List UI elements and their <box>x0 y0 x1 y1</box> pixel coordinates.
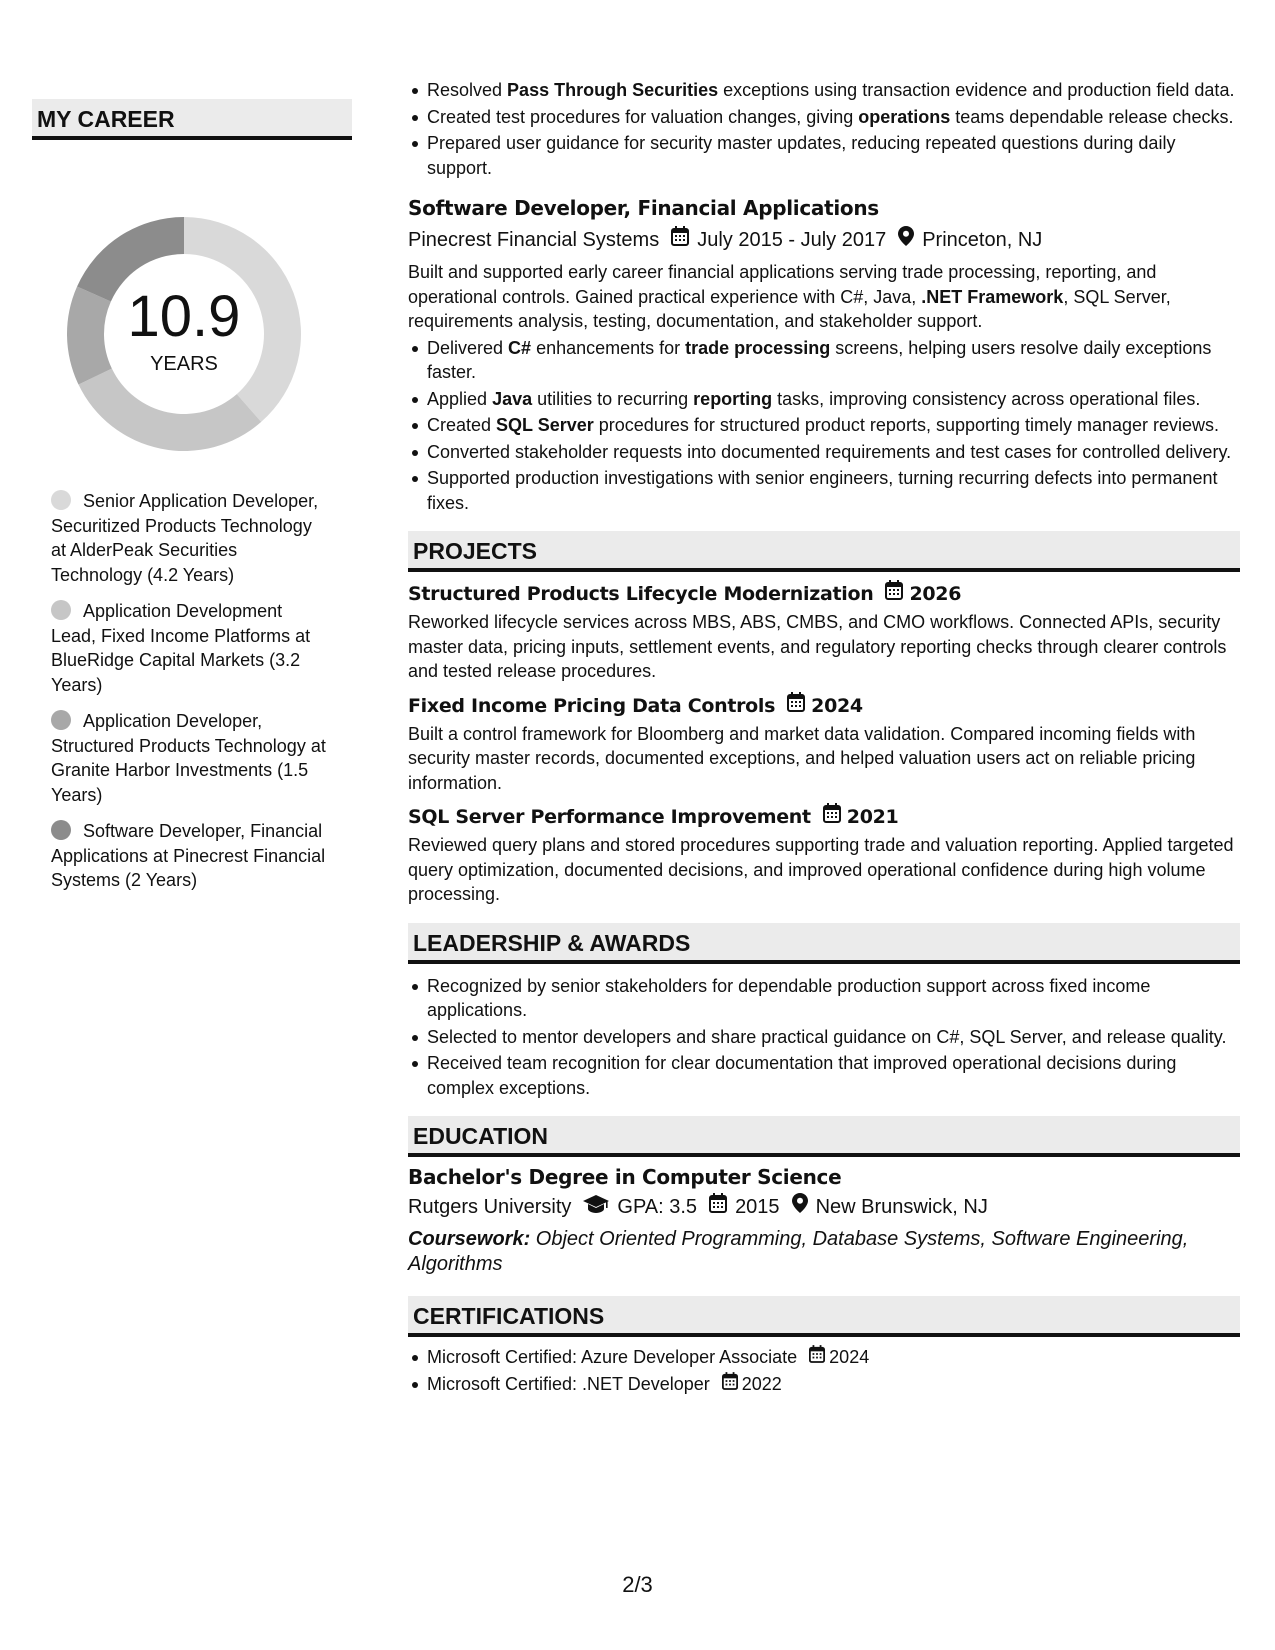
job-bullets <box>408 336 1240 516</box>
project-title-row <box>408 580 1240 608</box>
text: procedures for structured product reports, supporting timely manager reviews. <box>593 415 1220 435</box>
project-title: Structured Products Lifecycle Modernization <box>408 583 874 605</box>
project-title: Fixed Income Pricing Data Controls <box>408 694 776 717</box>
cert-year: 2024 <box>829 1347 870 1367</box>
calendar-icon <box>787 692 805 720</box>
text: Applied <box>427 388 493 409</box>
certifications-list <box>408 1345 1240 1396</box>
projects-section <box>408 531 1240 907</box>
text: tasks, improving consistency across operational files. <box>772 388 1201 409</box>
text: enhancements for <box>531 337 686 358</box>
project-description: Built a control framework for Bloomberg and market data validation. Compared incoming fields with security master records, documented exceptions, and helped valuation users act on reliable pricing information. <box>408 723 1196 793</box>
calendar-icon <box>885 580 903 608</box>
cert-year: 2022 <box>741 1373 782 1394</box>
career-donut-chart <box>67 217 301 451</box>
text: exceptions using transaction evidence and production field data. <box>718 80 1235 100</box>
project-year: 2024 <box>811 694 863 717</box>
calendar-icon <box>722 1372 738 1397</box>
school-location: New Brunswick, NJ <box>815 1196 988 1218</box>
graduation-cap-icon <box>583 1193 609 1221</box>
school-name: Rutgers University <box>408 1196 572 1218</box>
project-title-row <box>408 692 1240 720</box>
list-item <box>427 413 1240 438</box>
text: teams dependable release checks. <box>950 106 1234 127</box>
map-pin-icon <box>792 1193 808 1221</box>
degree-title: Bachelor's Degree in Computer Science <box>408 1165 842 1189</box>
page-number: 2/3 <box>622 1572 653 1597</box>
career-legend <box>51 489 352 893</box>
donut-segment-2 <box>78 369 261 451</box>
legend-label: Application Developer, Structured Products Technology at Granite Harbor Investments (1.5 Years) <box>51 711 326 805</box>
education-meta <box>408 1193 1240 1221</box>
list-item <box>427 1345 1240 1370</box>
project-title: SQL Server Performance Improvement <box>408 806 811 828</box>
bold-text: reporting <box>693 388 773 409</box>
map-pin-icon <box>898 226 914 254</box>
job-dates: July 2015 - July 2017 <box>697 229 887 251</box>
legend-item <box>51 489 326 587</box>
career-heading: MY CAREER <box>32 99 352 140</box>
project-description: Reworked lifecycle services across MBS, ABS, CMBS, and CMO workflows. Connected APIs, security master data, pricing inputs, settlement events, and regulatory reporting checks through clearer controls and tested release procedures. <box>408 612 1227 681</box>
list-item: Selected to mentor developers and share practical guidance on C#, SQL Server, and release quality. <box>427 1025 1240 1050</box>
bold-text: operations <box>858 106 951 127</box>
cert-line <box>427 1345 1240 1370</box>
legend-dot <box>51 710 71 730</box>
project-title-row <box>408 803 1240 831</box>
job-summary <box>408 260 1240 334</box>
text: Built and supported early career financial applications serving trade processing, reporting, and operational controls. Gained practical experience with C#, Java, <box>408 262 1157 307</box>
list-item <box>427 440 1240 465</box>
list-item <box>427 336 1240 385</box>
text: Prepared user guidance for security master updates, reducing repeated questions during daily support. <box>427 133 1176 178</box>
calendar-icon <box>709 1193 727 1221</box>
calendar-icon <box>671 226 689 254</box>
cert-line <box>427 1372 1240 1397</box>
career-sidebar <box>32 99 352 905</box>
cert-name: Microsoft Certified: .NET Developer <box>427 1373 710 1394</box>
education-heading: EDUCATION <box>408 1116 1240 1157</box>
job-company: Pinecrest Financial Systems <box>408 229 660 251</box>
calendar-icon <box>823 803 841 831</box>
list-item: Recognized by senior stakeholders for dependable production support across fixed income applications. <box>427 974 1240 1023</box>
legend-label: Software Developer, Financial Applications at Pinecrest Financial Systems (2 Years) <box>51 821 326 890</box>
career-total-years: 10.9 <box>127 284 241 349</box>
career-years-label: YEARS <box>150 353 218 375</box>
text: Resolved <box>427 80 508 100</box>
coursework-label: Coursework: <box>408 1228 531 1250</box>
legend-item <box>51 599 326 697</box>
list-item <box>427 1372 1240 1397</box>
text: Converted stakeholder requests into documented requirements and test cases for controlled delivery. <box>427 441 1232 462</box>
coursework <box>408 1227 1240 1276</box>
leadership-list <box>408 974 1240 1101</box>
text: , SQL Server, requirements analysis, testing, documentation, and stakeholder support. <box>408 286 1171 331</box>
bold-text: C# <box>508 337 532 358</box>
list-item <box>427 105 1240 130</box>
legend-dot <box>51 820 71 840</box>
job-meta <box>408 226 1240 254</box>
coursework-text: Object Oriented Programming, Database Systems, Software Engineering, Algorithms <box>408 1228 1189 1275</box>
text: Delivered <box>427 337 509 358</box>
certifications-heading: CERTIFICATIONS <box>408 1296 1240 1337</box>
legend-item <box>51 819 326 893</box>
graduation-year: 2015 <box>735 1196 780 1218</box>
legend-label: Senior Application Developer, Securitized Products Technology at AlderPeak Securities Technology (4.2 Years) <box>51 491 319 585</box>
list-item <box>427 78 1240 103</box>
text: screens, helping users resolve daily exceptions faster. <box>427 337 1212 382</box>
job-title: Software Developer, Financial Applications <box>408 196 879 220</box>
text: Created test procedures for valuation changes, giving <box>427 106 859 127</box>
calendar-icon <box>809 1345 825 1370</box>
cert-name: Microsoft Certified: Azure Developer Associate <box>427 1347 798 1367</box>
project-year: 2021 <box>846 806 899 828</box>
legend-item <box>51 709 326 807</box>
list-item <box>427 131 1240 180</box>
bold-text: Pass Through Securities <box>507 80 719 100</box>
legend-dot <box>51 600 71 620</box>
list-item <box>427 466 1240 515</box>
bold-text: Java <box>492 388 533 409</box>
certifications-section <box>408 1296 1240 1396</box>
legend-label: Application Development Lead, Fixed Income Platforms at BlueRidge Capital Markets (3.2 Years) <box>51 601 311 695</box>
text: Created <box>427 415 497 435</box>
leadership-heading: LEADERSHIP & AWARDS <box>408 923 1240 964</box>
bold-text: SQL Server <box>496 415 594 435</box>
list-item <box>427 387 1240 412</box>
leadership-section <box>408 923 1240 1101</box>
list-item: Received team recognition for clear documentation that improved operational decisions during complex exceptions. <box>427 1051 1240 1100</box>
previous-job-bullets <box>408 78 1240 180</box>
legend-dot <box>51 490 71 510</box>
project-description: Reviewed query plans and stored procedures supporting trade and valuation reporting. Applied targeted query optimization, documented decisions, and improved operational confidence during high volume processing. <box>408 835 1234 904</box>
education-section <box>408 1116 1240 1276</box>
main-content <box>408 78 1240 1398</box>
projects-heading: PROJECTS <box>408 531 1240 572</box>
gpa: GPA: 3.5 <box>617 1196 698 1218</box>
text: Supported production investigations with senior engineers, turning recurring defects into permanent fixes. <box>427 468 1218 513</box>
text: utilities to recurring <box>532 388 694 409</box>
project-year: 2026 <box>909 583 962 605</box>
bold-text: trade processing <box>685 337 831 358</box>
bold-text: .NET Framework <box>921 286 1064 307</box>
job-location: Princeton, NJ <box>922 229 1043 251</box>
